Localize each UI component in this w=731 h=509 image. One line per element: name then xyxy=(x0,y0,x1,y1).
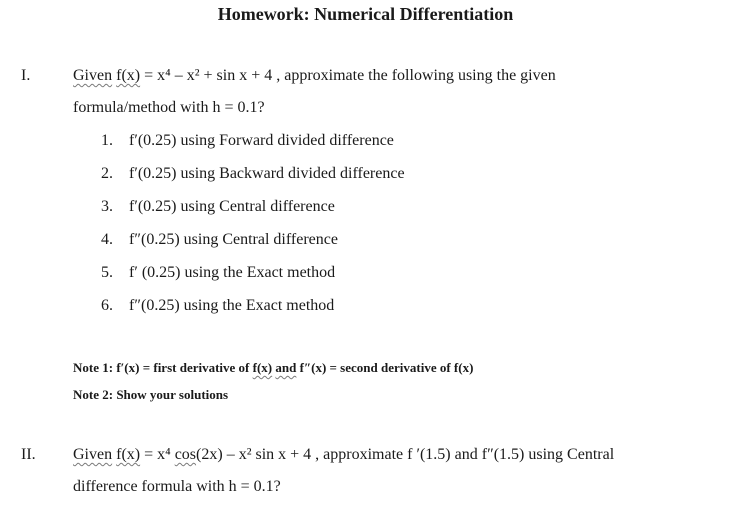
list-item-number: 5. xyxy=(101,264,113,281)
list-item-text: f′(0.25) using Central difference xyxy=(129,198,335,215)
note-1-and: and xyxy=(275,360,297,375)
section-1-numeral: I. xyxy=(21,67,31,84)
page-title: Homework: Numerical Differentiation xyxy=(217,4,514,24)
note-1-fx: f(x) xyxy=(252,360,273,375)
list-item-number: 4. xyxy=(101,231,113,248)
list-item xyxy=(101,132,394,150)
function-fx: f(x) xyxy=(116,446,141,463)
list-item-number: 1. xyxy=(101,132,113,149)
list-item-number: 2. xyxy=(101,165,113,182)
function-fx: f(x) xyxy=(116,67,141,84)
list-item xyxy=(101,198,335,216)
list-item-number: 3. xyxy=(101,198,113,215)
section-1-line-1 xyxy=(73,67,556,85)
equation-part-a: = x⁴ xyxy=(144,446,175,463)
list-item xyxy=(101,231,338,249)
cos-word: cos xyxy=(174,446,197,463)
note-1 xyxy=(73,360,473,376)
list-item-text: f″(0.25) using the Exact method xyxy=(129,297,335,314)
given-word: Given xyxy=(73,446,113,463)
list-item xyxy=(101,165,405,183)
list-item-text: f′(0.25) using Forward divided difference xyxy=(129,132,394,149)
list-item-text: f′(0.25) using Backward divided difference xyxy=(129,165,405,182)
list-item-number: 6. xyxy=(101,297,113,314)
list-item-text: f′ (0.25) using the Exact method xyxy=(129,264,336,281)
function-expression: = x⁴ – x² + sin x + 4 , approximate the following using the given xyxy=(144,67,556,84)
equation-part-b: (2x) – x² sin x + 4 , approximate f ′(1.5) and f″(1.5) using Central xyxy=(196,446,615,463)
list-item xyxy=(101,264,335,282)
section-2-line-1 xyxy=(73,446,614,464)
given-word: Given xyxy=(73,67,113,84)
section-2-line-2: difference formula with h = 0.1? xyxy=(73,478,281,495)
note-1-suffix: f″(x) = second derivative of f(x) xyxy=(296,360,474,375)
section-1-line-2: formula/method with h = 0.1? xyxy=(73,99,265,116)
note-2: Note 2: Show your solutions xyxy=(73,387,229,402)
section-2-numeral: II. xyxy=(21,446,36,463)
list-item xyxy=(101,297,334,315)
list-item-text: f″(0.25) using Central difference xyxy=(129,231,338,248)
note-1-prefix: Note 1: f′(x) = first derivative of xyxy=(73,360,253,375)
